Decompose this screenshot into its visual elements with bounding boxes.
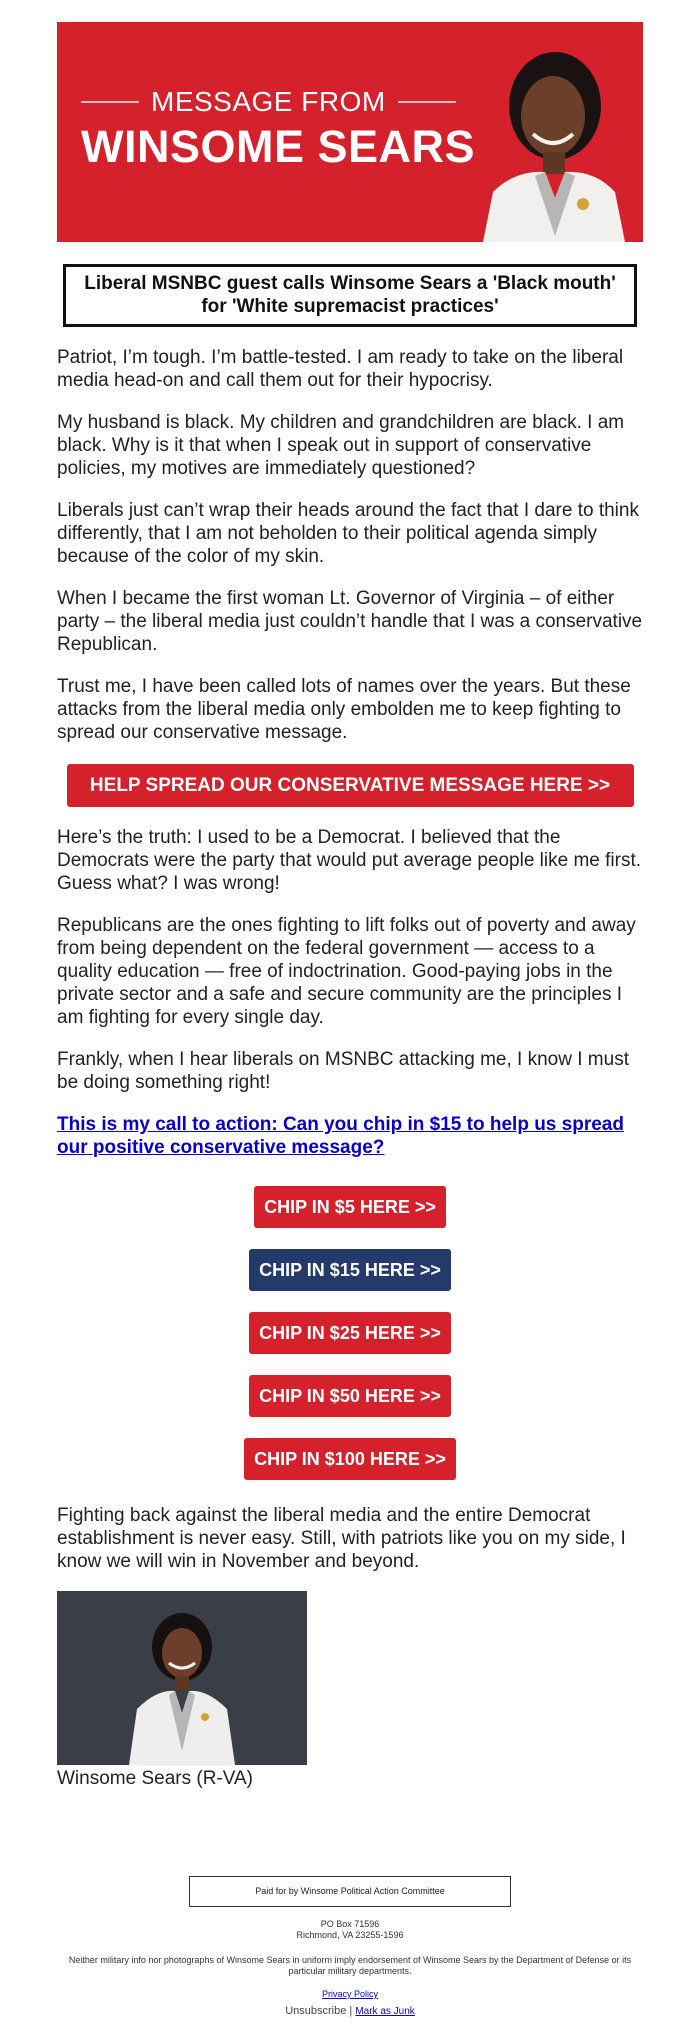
unsubscribe-link[interactable]: Unsubscribe bbox=[285, 2005, 347, 2017]
unsubscribe-separator: | bbox=[349, 2005, 353, 2017]
headline-box: Liberal MSNBC guest calls Winsome Sears a 'Black mouth' for 'White supremacist practices' bbox=[63, 264, 637, 327]
signature-portrait bbox=[57, 1591, 307, 1765]
chip-in-50-button[interactable]: CHIP IN $50 HERE >> bbox=[249, 1375, 451, 1417]
email-content bbox=[57, 22, 643, 1790]
mark-as-junk-link[interactable]: Mark as Junk bbox=[355, 2006, 415, 2017]
body-paragraph: Frankly, when I hear liberals on MSNBC attacking me, I know I must be doing something right! bbox=[57, 1049, 629, 1093]
body-paragraph: Trust me, I have been called lots of names over the years. But these attacks from the liberal media only embolden me to keep fighting to spread our conservative message. bbox=[57, 676, 631, 743]
chip-in-5-button[interactable]: CHIP IN $5 HERE >> bbox=[254, 1186, 446, 1228]
signature-name: Winsome Sears (R-VA) bbox=[57, 1768, 254, 1789]
address-line-1: PO Box 71596 bbox=[320, 1919, 380, 1929]
call-to-action-link[interactable]: This is my call to action: Can you chip in $15 to help us spread our positive conservative message? bbox=[57, 1114, 624, 1158]
banner-text bbox=[81, 86, 476, 172]
chip-in-25-button[interactable]: CHIP IN $25 HERE >> bbox=[249, 1312, 451, 1354]
email-footer bbox=[57, 1876, 643, 2017]
banner-rule-right bbox=[398, 101, 456, 103]
body-paragraph: My husband is black. My children and grandchildren are black. I am black. Why is it that when I speak out in support of conservative policies, my motives are immediately questioned? bbox=[57, 412, 625, 479]
body-paragraph: Liberals just can’t wrap their heads around the fact that I dare to think differently, that I am not beholden to their political agenda simply because of the color of my skin. bbox=[57, 500, 639, 567]
portrait-photo bbox=[475, 36, 625, 242]
address-line-2: Richmond, VA 23255-1596 bbox=[296, 1930, 404, 1940]
chip-in-buttons bbox=[57, 1186, 643, 1480]
header-banner bbox=[57, 22, 643, 242]
signature-photo bbox=[57, 1591, 307, 1765]
mailing-address bbox=[57, 1919, 643, 1941]
paid-for-box: Paid for by Winsome Political Action Committee bbox=[189, 1876, 511, 1907]
closing-paragraph: Fighting back against the liberal media and the entire Democrat establishment is never easy. Still, with patriots like you on my side, I know we will win in November and beyond. bbox=[57, 1505, 626, 1572]
privacy-policy-link[interactable]: Privacy Policy bbox=[321, 1989, 378, 1999]
banner-message-from bbox=[81, 86, 461, 118]
body-paragraph: Republicans are the ones fighting to lift folks out of poverty and away from being dependent on the federal government — access to a quality education — free of indoctrination. Good-paying jobs in the private sector and a safe and secure community are the principles I am fighting for every single day. bbox=[57, 915, 636, 1028]
body-paragraph: When I became the first woman Lt. Governor of Virginia – of either party – the liberal media just couldn’t handle that I was a conservative Republican. bbox=[57, 588, 643, 655]
spread-message-button[interactable]: HELP SPREAD OUR CONSERVATIVE MESSAGE HERE >> bbox=[67, 764, 634, 807]
banner-rule-left bbox=[81, 101, 139, 103]
chip-in-100-button[interactable]: CHIP IN $100 HERE >> bbox=[244, 1438, 456, 1480]
unsubscribe-row bbox=[57, 2005, 643, 2017]
body-paragraph: Here’s the truth: I used to be a Democrat. I believed that the Democrats were the party that would put average people like me first. Guess what? I was wrong! bbox=[57, 827, 642, 894]
banner-line1: MESSAGE FROM bbox=[151, 86, 386, 117]
body-paragraph: Patriot, I’m tough. I’m battle-tested. I am ready to take on the liberal media head-on and call them out for their hypocrisy. bbox=[57, 347, 624, 391]
military-disclaimer: Neither military info nor photographs of Winsome Sears in uniform imply endorsement of Winsome Sears by the Department of Defense or its particular military departments. bbox=[68, 1955, 632, 1976]
banner-line2: WINSOME SEARS bbox=[81, 121, 476, 172]
chip-in-15-button[interactable]: CHIP IN $15 HERE >> bbox=[249, 1249, 451, 1291]
